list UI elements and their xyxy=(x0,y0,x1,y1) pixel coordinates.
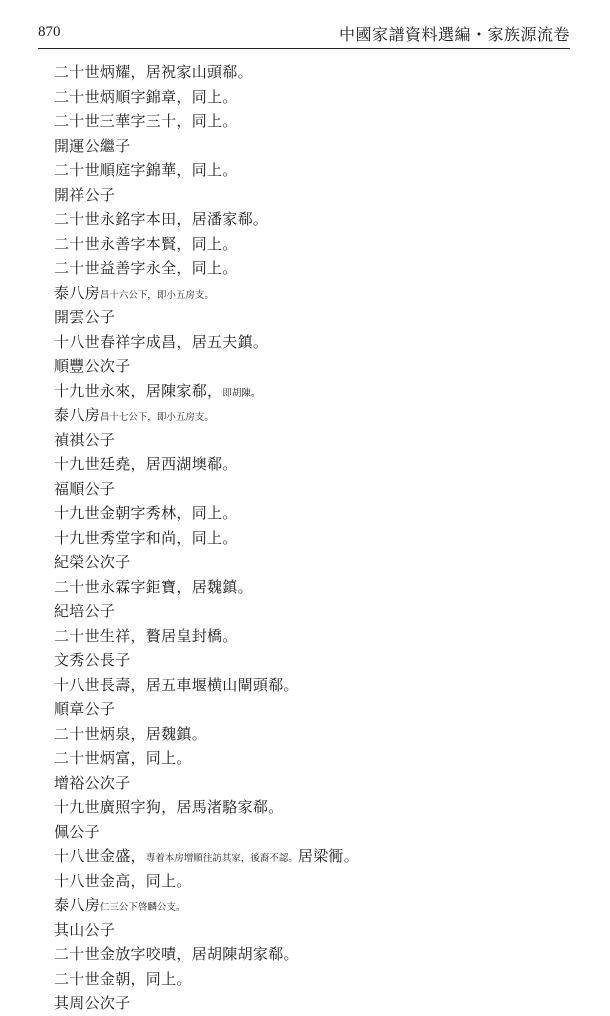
entry-line xyxy=(54,256,574,281)
entry-line xyxy=(54,526,574,551)
entry-line xyxy=(54,379,574,404)
entry-text: 十九世廣照字狗，居馬渚駱家郗。 xyxy=(54,798,284,816)
entry-text: 二十世金放字咬嘖，居胡陳胡家郗。 xyxy=(54,945,299,963)
entry-line xyxy=(54,85,574,110)
entry-text: 二十世金朝，同上。 xyxy=(54,969,192,988)
entry-text: 十八世春祥字成昌，居五夫鎮。 xyxy=(54,332,269,351)
entry-text: 紀培公子 xyxy=(54,602,116,620)
entry-line xyxy=(54,991,574,1016)
entry-text: 十九世廷堯，居西湖墺郗。 xyxy=(54,455,238,473)
entry-line xyxy=(54,134,574,159)
entry-line xyxy=(54,575,574,600)
page-number: 870 xyxy=(38,24,61,40)
entry-line xyxy=(54,697,574,722)
entry-text: 十九世金朝字秀林，同上。 xyxy=(54,504,238,522)
entry-text-tail: 居梁衕。 xyxy=(297,847,360,865)
entry-text: 開雲公子 xyxy=(54,308,116,326)
entry-text: 紀榮公次子 xyxy=(54,553,131,571)
entry-text: 二十世永銘字本田，居潘家郗。 xyxy=(54,210,269,228)
entry-line xyxy=(54,330,574,355)
entry-line xyxy=(54,305,574,330)
entry-line xyxy=(54,844,574,869)
genealogy-entry-list xyxy=(54,60,574,1016)
entry-annotation: 昌十六公下，即小五房支。 xyxy=(99,289,214,301)
entry-line xyxy=(54,648,574,673)
entry-line xyxy=(54,207,574,232)
entry-line xyxy=(54,795,574,820)
entry-text: 泰八房 xyxy=(54,896,100,914)
entry-line xyxy=(54,624,574,649)
entry-text: 二十世炳泉，居魏鎮。 xyxy=(54,724,208,743)
running-title: 中國家譜資料選編・家族源流卷 xyxy=(338,25,570,44)
entry-line xyxy=(54,746,574,771)
entry-annotation: 專着本房增順往訪其家，後裔不認。 xyxy=(145,853,298,864)
entry-line xyxy=(54,109,574,134)
entry-text: 泰八房 xyxy=(54,406,100,424)
entry-line xyxy=(54,452,574,477)
entry-text: 十九世永來，居陳家郗， xyxy=(54,381,223,400)
entry-text: 十九世秀堂字和尚，同上。 xyxy=(54,528,238,547)
entry-line xyxy=(54,354,574,379)
entry-text: 二十世順庭字錦華，同上。 xyxy=(54,161,238,179)
entry-line xyxy=(54,722,574,747)
entry-text: 順豐公次子 xyxy=(54,357,131,375)
page-header xyxy=(38,22,570,49)
entry-text: 泰八房 xyxy=(54,283,100,302)
entry-text: 禎祺公子 xyxy=(54,430,116,449)
entry-line xyxy=(54,158,574,183)
entry-line xyxy=(54,967,574,992)
entry-text: 二十世益善字永全，同上。 xyxy=(54,259,238,277)
entry-line xyxy=(54,771,574,796)
entry-line xyxy=(54,428,574,453)
entry-line xyxy=(54,281,574,306)
entry-text: 文秀公長子 xyxy=(54,651,131,669)
entry-line xyxy=(54,550,574,575)
entry-line xyxy=(54,893,574,918)
entry-annotation: 昌十七公下，即小五房支。 xyxy=(99,412,214,423)
entry-line xyxy=(54,918,574,943)
entry-text: 十八世金盛， xyxy=(54,847,146,865)
entry-line xyxy=(54,501,574,526)
entry-text: 十八世長壽，居五車堰横山閘頭郗。 xyxy=(54,675,299,694)
entry-line xyxy=(54,869,574,894)
entry-text: 福順公子 xyxy=(54,479,116,498)
entry-text: 增裕公次子 xyxy=(54,773,131,792)
entry-text: 二十世炳耀，居祝家山頭郗。 xyxy=(54,63,253,81)
entry-line xyxy=(54,403,574,428)
entry-line xyxy=(54,232,574,257)
entry-text: 二十世三華字三十，同上。 xyxy=(54,112,238,130)
entry-text: 十八世金高，同上。 xyxy=(54,871,192,890)
entry-text: 二十世永霖字鉅寶，居魏鎮。 xyxy=(54,577,253,596)
entry-annotation: 即胡陳。 xyxy=(222,387,261,399)
entry-line xyxy=(54,673,574,698)
entry-text: 二十世生祥，贅居皇封橋。 xyxy=(54,626,238,645)
entry-text: 其山公子 xyxy=(54,920,116,939)
entry-text: 其周公次子 xyxy=(54,994,131,1012)
entry-line xyxy=(54,599,574,624)
entry-line xyxy=(54,942,574,967)
entry-line xyxy=(54,183,574,208)
entry-annotation: 仁三公下啓麟公支。 xyxy=(99,902,186,913)
entry-line xyxy=(54,820,574,845)
entry-line xyxy=(54,60,574,85)
entry-text: 二十世炳順字錦章，同上。 xyxy=(54,87,238,106)
entry-text: 佩公子 xyxy=(54,822,100,841)
entry-text: 二十世永善字本賢，同上。 xyxy=(54,234,238,253)
entry-line xyxy=(54,477,574,502)
entry-text: 順章公子 xyxy=(54,700,116,718)
entry-text: 開運公繼子 xyxy=(54,136,131,155)
entry-text: 二十世炳富，同上。 xyxy=(54,749,192,767)
entry-text: 開祥公子 xyxy=(54,185,116,204)
